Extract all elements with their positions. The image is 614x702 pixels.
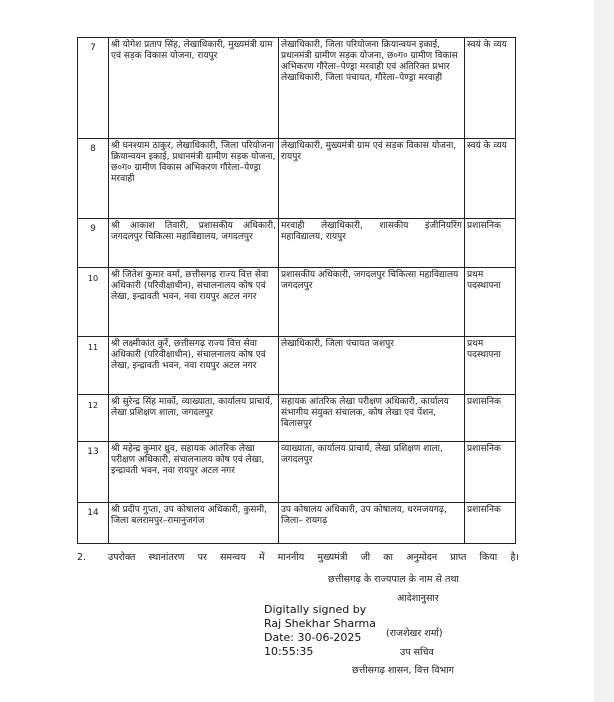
signatory-designation: उप सचिव: [400, 647, 434, 658]
serial-number: 9: [78, 219, 109, 268]
table-row: [78, 503, 516, 544]
remark: प्रशासनिक: [465, 219, 516, 268]
digital-signature-block: [264, 603, 376, 659]
serial-number: 7: [78, 38, 109, 139]
signature-line: Digitally signed by: [264, 603, 367, 616]
scrollbar-track[interactable]: [594, 0, 614, 702]
table-row: [78, 268, 516, 337]
signatory-department: छत्तीसगढ़ शासन, वित्त विभाग: [352, 665, 455, 676]
remark: प्रशासनिक: [465, 395, 516, 442]
remark: प्रशासनिक: [465, 503, 516, 544]
serial-number: 14: [78, 503, 109, 544]
signer-name: Raj Shekhar Sharma: [264, 617, 376, 630]
remark: स्वयं के व्यय: [465, 139, 516, 219]
table-row: [78, 219, 516, 268]
new-posting: लेखाधिकारी, जिला परियोजना क्रियान्वयन इकाई, प्रधानमंत्री ग्रामीण सड़क योजना, छ०ग० ग्रामीण विकास अभिकरण गौरेला–पेण्ड्रा मरवाही एवं अतिरिक्त प्रभार लेखाधिकारी, जिला पंचायत, गौरेला–पेण्ड्रा मरवाही: [279, 38, 465, 139]
serial-number: 12: [78, 395, 109, 442]
serial-number: 10: [78, 268, 109, 337]
transfer-table: [77, 37, 516, 544]
officer-name-designation: श्री आकाश तिवारी, प्रशासकीय अधिकारी, जगदलपुर चिकित्सा महाविद्यालय, जगदलपुर: [109, 219, 279, 268]
signatory-name: (राजशेखर शर्मा): [386, 628, 443, 639]
signature-time: 10:55:35: [264, 645, 314, 658]
remark: स्वयं के व्यय: [465, 38, 516, 139]
remark: प्रथम पदस्थापना: [465, 268, 516, 337]
officer-name-designation: श्री घनश्याम ठाकुर, लेखाधिकारी, जिला परियोजना क्रियान्वयन इकाई, प्रधानमंत्री ग्रामीण सड़क योजना, छ०ग० ग्रामीण विकास अभिकरण गौरेला–पेण्ड्रा मरवाही: [109, 139, 279, 219]
officer-name-designation: श्री प्रदीप गुप्ता, उप कोषालय अधिकारी, कुसमी, जिला बलरामपुर–रामानुजगंज: [109, 503, 279, 544]
table-row: [78, 395, 516, 442]
table-row: [78, 38, 516, 139]
new-posting: सहायक आंतरिक लेखा परीक्षण अधिकारी, कार्यालय संभागीय संयुक्त संचालक, कोष लेखा एवं पेंशन, बिलासपुर: [279, 395, 465, 442]
officer-name-designation: श्री योगेश प्रताप सिंह, लेखाधिकारी, मुख्यमंत्री ग्राम एवं सड़क विकास योजना, रायपुर: [109, 38, 279, 139]
serial-number: 13: [78, 442, 109, 503]
note-number: 2.: [77, 552, 87, 563]
new-posting: व्याख्याता, कार्यालय प्राचार्य, लेखा प्रशिक्षण शाला, जगदलपुर: [279, 442, 465, 503]
officer-name-designation: श्री लक्ष्मीकांत कुर्रे, छत्तीसगढ़ राज्य वित्त सेवा अधिकारी (परिवीक्षाधीन), संचालनालय कोष एवं लेखा, इन्द्रावती भवन, नवा रायपुर अटल नगर: [109, 337, 279, 395]
order-phrase: आदेशानुसार: [397, 593, 439, 604]
officer-name-designation: श्री महेन्द्र कुमार ध्रुव, सहायक आंतरिक लेखा परीक्षण अधिकारी, संचालनालय कोष एवं लेखा, इन्द्रावती भवन, नवा रायपुर अटल नगर: [109, 442, 279, 503]
remark: प्रशासनिक: [465, 442, 516, 503]
signature-date: Date: 30-06-2025: [264, 631, 362, 644]
officer-name-designation: श्री जितेश कुमार वर्मा, छत्तीसगढ़ राज्य वित्त सेवा अधिकारी (परिवीक्षाधीन), संचालनालय कोष एवं लेखा, इन्द्रावती भवन, नवा रायपुर अटल नगर: [109, 268, 279, 337]
governor-order-line: छत्तीसगढ़ के राज्यपाल के नाम से तथा: [328, 574, 459, 585]
serial-number: 11: [78, 337, 109, 395]
officer-name-designation: श्री सुरेन्द्र सिंह मार्को, व्याख्याता, कार्यालय प्राचार्य, लेखा प्रशिक्षण शाला, जगदलपुर: [109, 395, 279, 442]
remark: प्रथम पदस्थापना: [465, 337, 516, 395]
new-posting: प्रशासकीय अधिकारी, जगदलपुर चिकित्सा महाविद्यालय जगदलपुर: [279, 268, 465, 337]
note-text: उपरोक्त स्थानांतरण पर समन्वय में माननीय मुख्यमंत्री जी का अनुमोदन प्राप्त किया है।: [108, 552, 519, 563]
new-posting: उप कोषालय अधिकारी, उप कोषालय, धरमजयगढ़, जिला– रायगढ़: [279, 503, 465, 544]
table-row: [78, 442, 516, 503]
table-row: [78, 337, 516, 395]
serial-number: 8: [78, 139, 109, 219]
new-posting: मरवाही लेखाधिकारी, शासकीय इंजीनियरिंग महाविद्यालय, रायपुर: [279, 219, 465, 268]
new-posting: लेखाधिकारी, मुख्यमंत्री ग्राम एवं सड़क विकास योजना, रायपुर: [279, 139, 465, 219]
new-posting: लेखाधिकारी, जिला पंचायत जशपुर: [279, 337, 465, 395]
table-row: [78, 139, 516, 219]
